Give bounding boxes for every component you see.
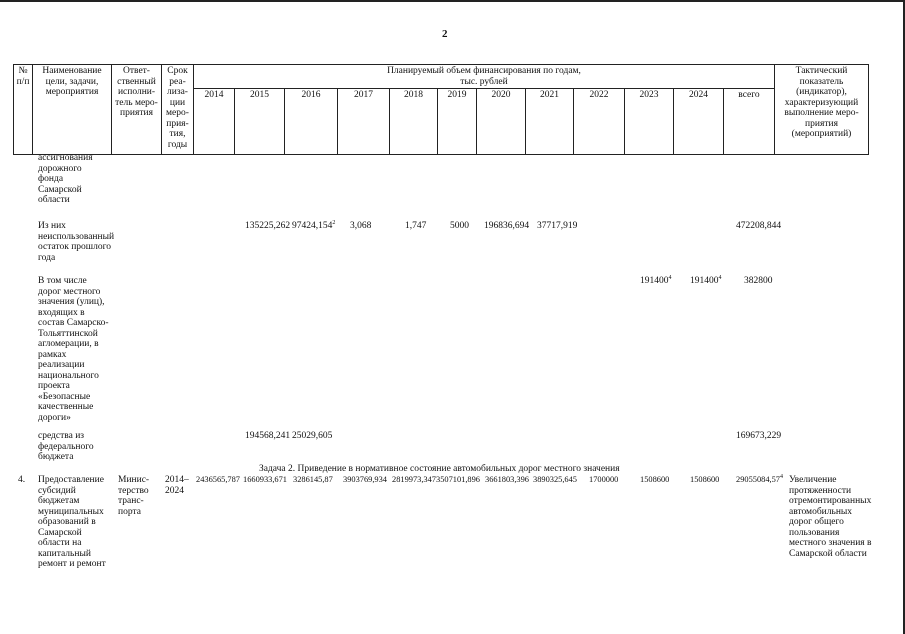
item4-2014-value: 2436565,787 — [196, 475, 240, 484]
page-number: 2 — [442, 28, 448, 40]
top-border-line — [0, 0, 905, 2]
item4-executor: Минис- терство транс- порта — [118, 475, 150, 517]
year-2020-header: 2020 — [477, 89, 526, 155]
item4-2023-value: 1508600 — [640, 475, 670, 484]
roads-text: В том числе дорог местного значения (улиц), входящих в состав Самарско- Тольяттинской агломерации, в рамках реализации национального проекта «Безопасные качественные дороги» — [38, 276, 109, 423]
year-2021-header: 2021 — [526, 89, 574, 155]
assign-text: ассигнования дорожного фонда Самарской области — [38, 153, 93, 205]
unused-2020-value: 196836,694 — [484, 221, 530, 231]
unused-2015-value: 135225,262 — [245, 221, 291, 231]
federal-text: средства из федерального бюджета — [38, 431, 94, 462]
item4-term: 2014– 2024 — [165, 475, 189, 496]
year-2017-header: 2017 — [338, 89, 390, 155]
year-2016-header: 2016 — [285, 89, 338, 155]
unused-2016-value: 97424,154$^2$ — [292, 219, 336, 231]
unused-text: Из них неиспользованный остаток прошлого года — [38, 221, 115, 263]
unused-2017-value: 3,068 — [350, 221, 372, 231]
year-2022-header: 2022 — [574, 89, 625, 155]
roads-2024-value: 191400$^4$ — [690, 274, 722, 286]
item4-number: 4. — [18, 475, 26, 485]
unused-2018-value: 1,747 — [405, 221, 427, 231]
year-total-header: всего — [724, 89, 775, 155]
federal-2016-value: 25029,605 — [292, 431, 333, 441]
col-funding-header: Планируемый объем финансирования по годам, тыс. рублей — [194, 65, 775, 89]
year-2019-header: 2019 — [438, 89, 477, 155]
item4-2024-value: 1508600 — [690, 475, 720, 484]
year-2015-header: 2015 — [235, 89, 285, 155]
item4-text: Предоставление субсидий бюджетам муниципальных образований в Самарской области на капитальный ремонт и ремонт — [38, 475, 106, 569]
item4-2019-value: 3507101,896 — [436, 475, 480, 484]
header-table — [13, 64, 869, 155]
col-goal-header: Наименование цели, задачи, мероприятия — [33, 65, 112, 155]
item4-2022-value: 1700000 — [589, 475, 619, 484]
col-executor-header: Ответ- ственный исполни- тель меро- приятия — [112, 65, 162, 155]
year-2024-header: 2024 — [674, 89, 724, 155]
federal-total-value: 169673,229 — [736, 431, 782, 441]
unused-2021-value: 37717,919 — [537, 221, 578, 231]
roads-total-value: 382800 — [744, 276, 773, 286]
year-2023-header: 2023 — [625, 89, 674, 155]
item4-2021-value: 3890325,645 — [533, 475, 577, 484]
col-indicator-header: Тактический показатель (индикатор), характеризующий выполнение меро- приятия (мероприятий) — [775, 65, 869, 155]
item4-2017-value: 3903769,934 — [343, 475, 387, 484]
item4-2018-value: 2819973,347 — [392, 475, 436, 484]
item4-2016-value: 3286145,87 — [293, 475, 333, 484]
federal-2015-value: 194568,241 — [245, 431, 291, 441]
unused-2019-value: 5000 — [450, 221, 469, 231]
col-term-header: Срок реа- лиза- ции меро- прия- тия, годы — [162, 65, 194, 155]
item4-2015-value: 1660933,671 — [243, 475, 287, 484]
unused-total-value: 472208,844 — [736, 221, 782, 231]
roads-2023-value: 191400$^4$ — [640, 274, 672, 286]
item4-total-value: 29055084,57$^4$ — [736, 474, 783, 484]
col-num-header: № п/п — [14, 65, 33, 155]
task2-title: Задача 2. Приведение в нормативное состояние автомобильных дорог местного значения — [259, 464, 620, 474]
year-2014-header: 2014 — [194, 89, 235, 155]
item4-indicator: Увеличение протяженности отремонтированных автомобильных дорог общего пользования местного значения в Самарской области — [789, 475, 872, 559]
item4-2020-value: 3661803,396 — [485, 475, 529, 484]
year-2018-header: 2018 — [390, 89, 438, 155]
